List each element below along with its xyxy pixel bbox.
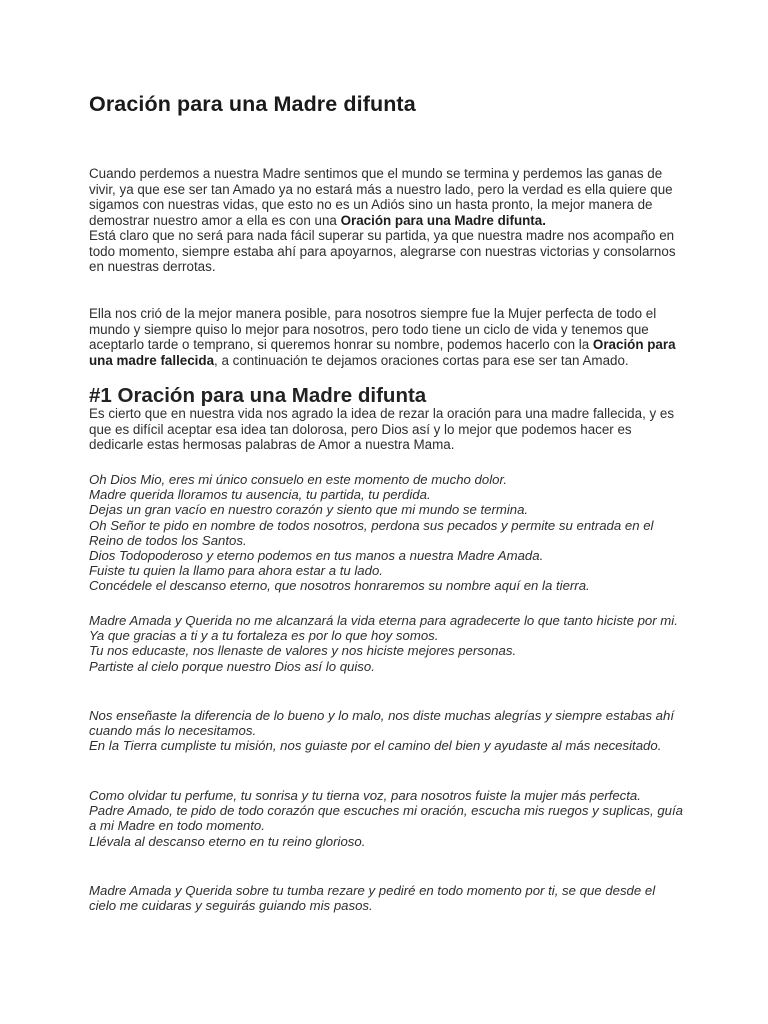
section-heading: #1 Oración para una Madre difunta <box>89 384 427 407</box>
verse-line: Fuiste tu quien la llamo para ahora estar a tu lado. <box>89 563 383 579</box>
second-paragraph <box>89 306 685 368</box>
second-paragraph-text: Ella nos crió de la mejor manera posible, para nosotros siempre fue la Mujer perfecta de todo el mundo y siempre quiso lo mejor para nosotros, pero todo tiene un ciclo de vida y tenemos que aceptarlo tarde o temprano, si queremos honrar su nombre, podemos hacerlo con la <box>89 306 657 352</box>
verse-block <box>89 613 685 674</box>
verse-line: Madre Amada y Querida no me alcanzará la vida eterna para agradecerte lo que tanto hiciste por mi. <box>89 613 678 628</box>
intro-second-line: Está claro que no será para nada fácil superar su partida, ya que nuestra madre nos acompaño en todo momento, siempre estaba ahí para apoyarnos, alegrarse con nuestras victorias y consolarnos en nuestras derrotas. <box>89 228 676 274</box>
intro-paragraph <box>89 166 685 275</box>
verse-block <box>89 788 685 849</box>
intro-text: Cuando perdemos a nuestra Madre sentimos que el mundo se termina y perdemos las ganas de vivir, ya que ese ser tan Amado ya no estará más a nuestro lado, pero la verdad es ella quiere que sigamos con nuestras vidas, que esto no es un Adiós sino un hasta pronto, la mejor manera de demostrar nuestro amor a ella es con una <box>89 166 673 228</box>
verse-line: Tu nos educaste, nos llenaste de valores y nos hiciste mejores personas. <box>89 643 517 659</box>
second-paragraph-tail: , a continuación te dejamos oraciones cortas para ese ser tan Amado. <box>214 352 629 368</box>
verse-line: Dios Todopoderoso y eterno podemos en tus manos a nuestra Madre Amada. <box>89 548 544 564</box>
page-title: Oración para una Madre difunta <box>89 92 416 116</box>
verse-line: Como olvidar tu perfume, tu sonrisa y tu tierna voz, para nosotros fuiste la mujer más perfecta. <box>89 788 641 803</box>
verse-block <box>89 708 685 754</box>
verse-line: Padre Amado, te pido de todo corazón que escuches mi oración, escucha mis ruegos y suplicas, guía a mi Madre en todo momento. <box>89 803 684 834</box>
verse-line: Nos enseñaste la diferencia de lo bueno y lo malo, nos diste muchas alegrías y siempre estabas ahí cuando más lo necesitamos. <box>89 708 674 739</box>
verse-line: Madre querida lloramos tu ausencia, tu partida, tu perdida. <box>89 487 431 503</box>
verse-line: Oh Dios Mio, eres mi único consuelo en este momento de mucho dolor. <box>89 472 508 487</box>
verse-block <box>89 472 685 594</box>
verse-line: En la Tierra cumpliste tu misión, nos guiaste por el camino del bien y ayudaste al más necesitado. <box>89 738 662 754</box>
verse-line: Oh Señor te pido en nombre de todos nosotros, perdona sus pecados y permite su entrada en el Reino de todos los Santos. <box>89 517 654 548</box>
verse-block <box>89 883 685 913</box>
verse-line: Madre Amada y Querida sobre tu tumba rezare y pediré en todo momento por ti, se que desde el cielo me cuidaras y seguirás guiando mis pasos. <box>89 883 656 914</box>
section-intro-paragraph: Es cierto que en nuestra vida nos agrado la idea de rezar la oración para una madre fallecida, y es que es difícil aceptar esa idea tan dolorosa, pero Dios así y lo mejor que podemos hacer es dedicarle estas hermosas palabras de Amor a nuestra Mama. <box>89 406 675 452</box>
verse-line: Partiste al cielo porque nuestro Dios así lo quiso. <box>89 658 375 674</box>
second-paragraph-bold-phrase: Oración para una madre fallecida <box>89 337 676 368</box>
verse-line: Concédele el descanso eterno, que nosotros honraremos su nombre aquí en la tierra. <box>89 578 590 594</box>
verse-line: Llévala al descanso eterno en tu reino glorioso. <box>89 833 366 849</box>
intro-bold-phrase: Oración para una Madre difunta. <box>340 212 546 228</box>
verse-line: Ya que gracias a ti y a tu fortaleza es por lo que hoy somos. <box>89 628 439 644</box>
verse-line: Dejas un gran vacío en nuestro corazón y siento que mi mundo se termina. <box>89 502 529 518</box>
